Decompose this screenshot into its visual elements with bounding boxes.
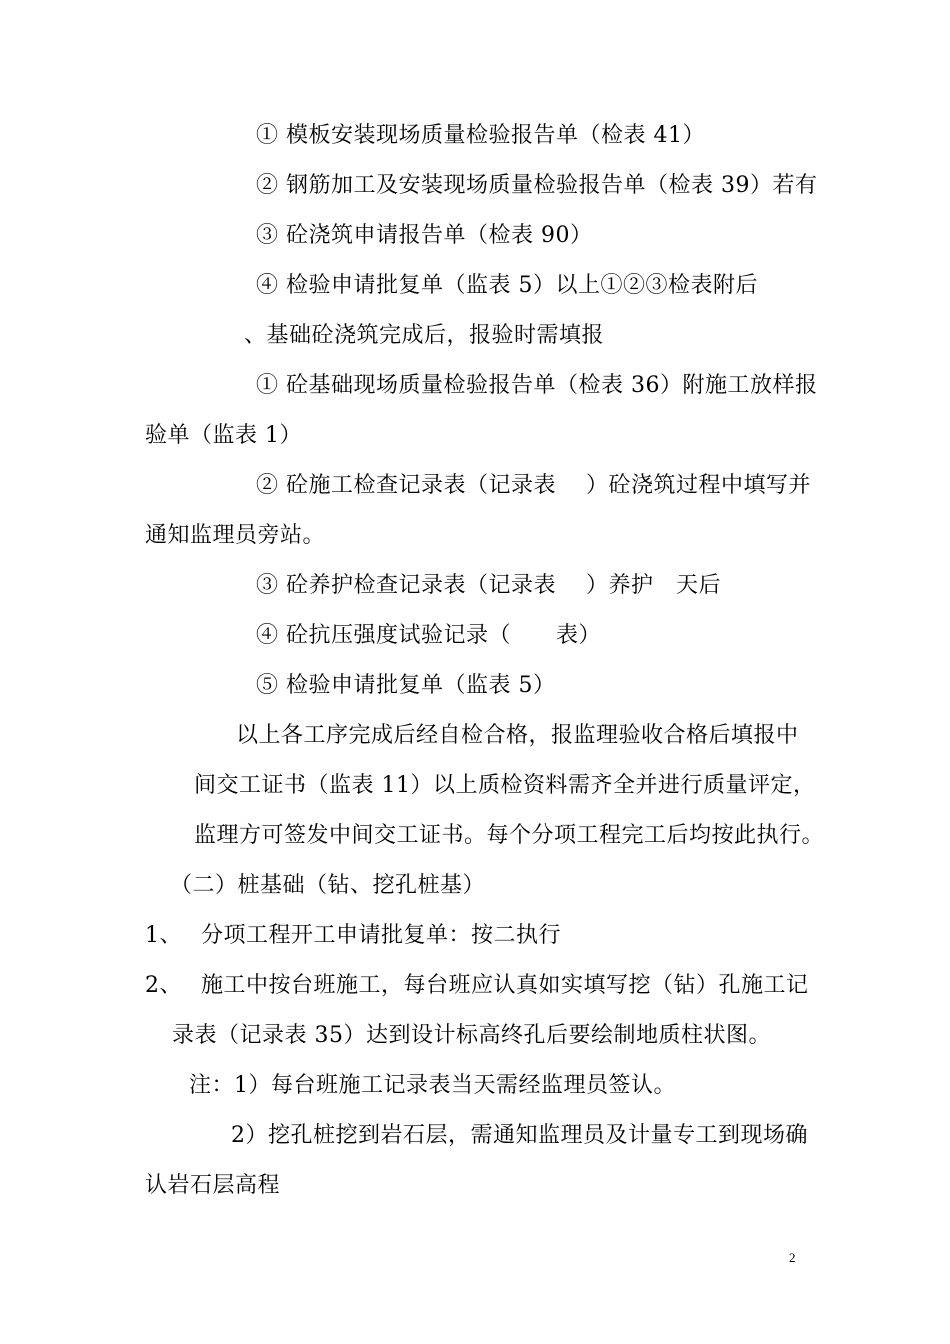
text-line: 以上各工序完成后经自检合格，报监理验收合格后填报中 <box>236 723 799 748</box>
text-line: ④ 砼抗压强度试验记录（ 表） <box>256 623 601 648</box>
text-line: 认岩石层高程 <box>145 1173 281 1198</box>
text-line: 2）挖孔桩挖到岩石层，需通知监理员及计量专工到现场确 <box>231 1123 808 1148</box>
text-line: ② 钢筋加工及安装现场质量检验报告单（检表 39）若有 <box>256 173 818 198</box>
text-line: ① 砼基础现场质量检验报告单（检表 36）附施工放样报 <box>256 373 818 398</box>
text-line: ⑤ 检验申请批复单（监表 5） <box>256 673 556 698</box>
text-line: 间交工证书（监表 11）以上质检资料需齐全并进行质量评定， <box>194 773 816 798</box>
text-line: 通知监理员旁站。 <box>145 523 326 548</box>
text-line: 验单（监表 1） <box>145 423 302 448</box>
text-line: ① 模板安装现场质量检验报告单（检表 41） <box>256 123 705 148</box>
text-line: ② 砼施工检查记录表（记录表 ）砼浇筑过程中填写并 <box>256 473 811 498</box>
section-heading: （二）桩基础（钻、挖孔桩基） <box>170 873 486 898</box>
text-line: ③ 砼浇筑申请报告单（检表 90） <box>256 223 593 248</box>
text-line: 1、 分项工程开工申请批复单：按二执行 <box>145 923 561 948</box>
text-line: ③ 砼养护检查记录表（记录表 ）养护 天后 <box>256 573 721 598</box>
page-number: 2 <box>789 1250 796 1265</box>
text-line: ④ 检验申请批复单（监表 5）以上①②③检表附后 <box>256 273 758 298</box>
text-line: 录表（记录表 35）达到设计标高终孔后要绘制地质柱状图。 <box>172 1023 771 1048</box>
text-line: 注：1）每台班施工记录表当天需经监理员签认。 <box>189 1073 676 1098</box>
text-line: 、基础砼浇筑完成后，报验时需填报 <box>244 323 605 348</box>
text-line: 2、 施工中按台班施工，每台班应认真如实填写挖（钻）孔施工记 <box>145 973 809 998</box>
text-line: 监理方可签发中间交工证书。每个分项工程完工后均按此执行。 <box>194 823 825 848</box>
